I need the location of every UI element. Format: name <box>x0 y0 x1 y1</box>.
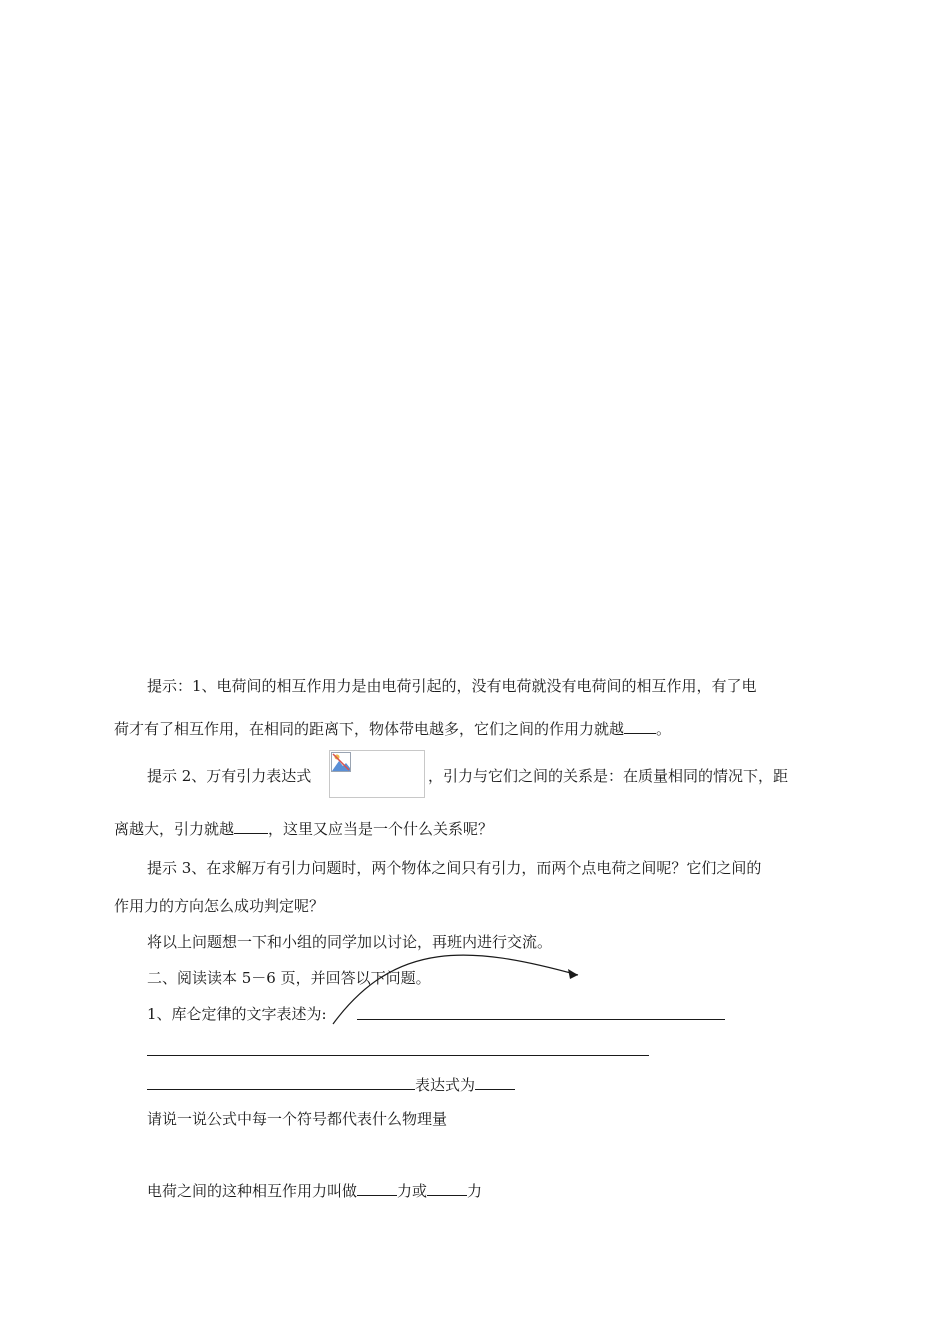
hint2-prefix: 提示 2、万有引力表达式 <box>147 767 312 785</box>
discussion-instruction: 将以上问题想一下和小组的同学加以讨论，再班内进行交流。 <box>147 933 553 951</box>
hint2-suffix: ，引力与它们之间的关系是：在质量相同的情况下，距 <box>428 767 789 785</box>
q1-label: 1、库仑定律的文字表述为: <box>147 1005 327 1023</box>
symbols-prompt: 请说一说公式中每一个符号都代表什么物理量 <box>147 1110 448 1128</box>
hint2-line2-text: 离越大，引力就越 <box>114 820 235 838</box>
hint1-line2-text: 荷才有了相互作用，在相同的距离下，物体带电越多，它们之间的作用力就越 <box>114 720 625 738</box>
hint2-line2-end: ，这里又应当是一个什么关系呢？ <box>268 820 494 838</box>
force-name-text: 电荷之间的这种相互作用力叫做 <box>147 1182 358 1200</box>
expression-label: 表达式为 <box>415 1076 476 1094</box>
hint1-line2-end: 。 <box>656 720 672 738</box>
section2-heading: 二、阅读读本 5－6 页，并回答以下问题。 <box>147 969 431 987</box>
hint3-line1: 提示 3、在求解万有引力问题时，两个物体之间只有引力，而两个点电荷之间呢？它们之间的 <box>147 859 762 877</box>
hint1-line1: 提示：1、电荷间的相互作用力是由电荷引起的，没有电荷就没有电荷间的相互作用，有了电 <box>147 677 757 695</box>
hint3-line2: 作用力的方向怎么成功判定呢？ <box>114 897 325 915</box>
force-name-end: 力 <box>467 1182 483 1200</box>
force-name-middle: 力或 <box>397 1182 428 1200</box>
